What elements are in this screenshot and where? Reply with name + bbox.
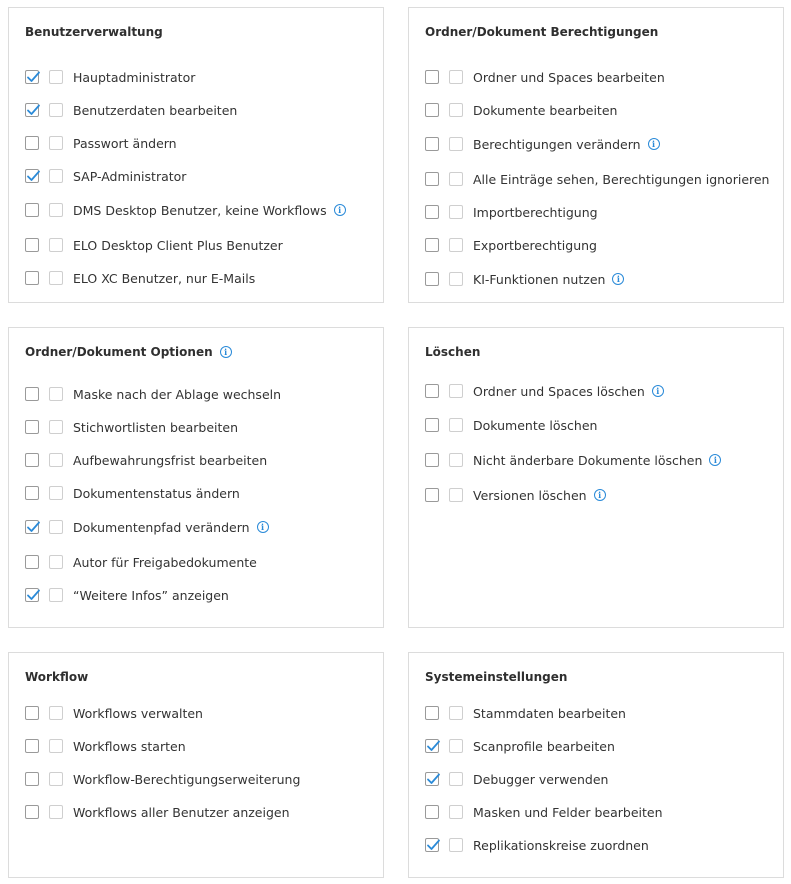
permission-checkbox[interactable]	[25, 70, 39, 84]
inherit-checkbox[interactable]	[449, 272, 463, 286]
permission-row-masken-und-felder-bearbeiten	[425, 803, 663, 821]
permission-label[interactable]: Scanprofile bearbeiten	[473, 738, 615, 754]
permission-checkbox[interactable]	[425, 384, 439, 398]
permission-label[interactable]: Workflows aller Benutzer anzeigen	[73, 804, 290, 820]
permission-label[interactable]: KI-Funktionen nutzen	[473, 271, 606, 287]
inherit-checkbox[interactable]	[49, 70, 63, 84]
permission-row-sap-administrator	[25, 167, 186, 185]
inherit-checkbox[interactable]	[49, 169, 63, 183]
permission-row-passwort-aendern	[25, 134, 177, 152]
permission-row-workflows-starten	[25, 737, 186, 755]
permission-label[interactable]: Ordner und Spaces löschen	[473, 383, 645, 399]
info-icon[interactable]: i	[220, 346, 232, 358]
permission-checkbox[interactable]	[25, 520, 39, 534]
panel-title	[25, 25, 163, 39]
permission-label[interactable]: ELO Desktop Client Plus Benutzer	[73, 237, 283, 253]
permission-row-scanprofile-bearbeiten	[425, 737, 615, 755]
permission-checkbox[interactable]	[425, 137, 439, 151]
permission-checkbox[interactable]	[25, 420, 39, 434]
permission-row-dokumente-loeschen	[425, 416, 597, 434]
permission-checkbox[interactable]	[425, 488, 439, 502]
permission-label[interactable]: Importberechtigung	[473, 204, 598, 220]
permission-row-replikationskreise-zuordnen	[425, 836, 649, 854]
permission-row-debugger-verwenden	[425, 770, 608, 788]
panel-title-text: Ordner/Dokument Berechtigungen	[425, 25, 659, 39]
inherit-checkbox[interactable]	[49, 103, 63, 117]
info-icon[interactable]: i	[709, 454, 721, 466]
inherit-checkbox[interactable]	[49, 706, 63, 720]
permission-row-nicht-aenderbare-dokumente-loeschen	[425, 451, 721, 469]
permission-label[interactable]: Dokumente bearbeiten	[473, 102, 618, 118]
inherit-checkbox[interactable]	[449, 172, 463, 186]
inherit-checkbox[interactable]	[49, 271, 63, 285]
permission-checkbox[interactable]	[25, 453, 39, 467]
panel-ordner-dokument-optionen	[8, 327, 384, 628]
panel-title	[25, 670, 88, 684]
permission-label[interactable]: Hauptadministrator	[73, 69, 196, 85]
permission-row-versionen-loeschen	[425, 486, 606, 504]
permission-label[interactable]: ELO XC Benutzer, nur E-Mails	[73, 270, 256, 286]
inherit-checkbox[interactable]	[449, 205, 463, 219]
permission-checkbox[interactable]	[25, 805, 39, 819]
permission-checkbox[interactable]	[425, 706, 439, 720]
inherit-checkbox[interactable]	[449, 418, 463, 432]
panel-title	[425, 670, 567, 684]
inherit-checkbox[interactable]	[449, 453, 463, 467]
panel-title-text: Workflow	[25, 670, 89, 684]
permission-row-exportberechtigung	[425, 236, 597, 254]
panel-title-text: Benutzerverwaltung	[25, 25, 163, 39]
permission-label[interactable]: Versionen löschen	[473, 487, 587, 503]
checkmark-icon	[25, 102, 41, 118]
permission-row-dokumente-bearbeiten	[425, 101, 617, 119]
permission-label[interactable]: Debugger verwenden	[473, 771, 609, 787]
panel-title-text: Systemeinstellungen	[425, 670, 568, 684]
info-icon[interactable]: i	[648, 138, 660, 150]
permission-label[interactable]: Nicht änderbare Dokumente löschen	[473, 452, 703, 468]
panel-title	[425, 25, 658, 39]
inherit-checkbox[interactable]	[449, 706, 463, 720]
inherit-checkbox[interactable]	[49, 136, 63, 150]
permission-row-workflows-verwalten	[25, 704, 203, 722]
permission-checkbox[interactable]	[425, 238, 439, 252]
permission-row-hauptadministrator	[25, 68, 195, 86]
inherit-checkbox[interactable]	[449, 772, 463, 786]
inherit-checkbox[interactable]	[49, 203, 63, 217]
permission-checkbox[interactable]	[25, 203, 39, 217]
inherit-checkbox[interactable]	[49, 238, 63, 252]
checkmark-icon	[25, 168, 41, 184]
permission-checkbox[interactable]	[425, 103, 439, 117]
permission-row-aufbewahrungsfrist-bearbeiten	[25, 451, 267, 469]
inherit-checkbox[interactable]	[449, 805, 463, 819]
panel-systemeinstellungen	[408, 652, 784, 878]
permission-label[interactable]: Autor für Freigabedokumente	[73, 554, 257, 570]
panel-title-text: Löschen	[425, 345, 481, 359]
permission-checkbox[interactable]	[25, 169, 39, 183]
permission-label[interactable]: “Weitere Infos” anzeigen	[73, 587, 229, 603]
inherit-checkbox[interactable]	[49, 453, 63, 467]
permission-checkbox[interactable]	[25, 103, 39, 117]
panel-ordner-dokument-berechtigungen	[408, 7, 784, 303]
permission-row-dokumentenstatus-aendern	[25, 484, 240, 502]
permission-label[interactable]: Benutzerdaten bearbeiten	[73, 102, 238, 118]
checkmark-icon	[25, 587, 41, 603]
permission-row-autor-fuer-freigabedokumente	[25, 553, 257, 571]
permission-checkbox[interactable]	[425, 272, 439, 286]
info-icon[interactable]: i	[652, 385, 664, 397]
permission-label[interactable]: Passwort ändern	[73, 135, 177, 151]
permission-checkbox[interactable]	[425, 838, 439, 852]
permission-label[interactable]: Dokumentenstatus ändern	[73, 485, 240, 501]
permission-row-ordner-und-spaces-loeschen	[425, 382, 664, 400]
permission-label[interactable]: Exportberechtigung	[473, 237, 597, 253]
inherit-checkbox[interactable]	[49, 486, 63, 500]
inherit-checkbox[interactable]	[49, 555, 63, 569]
permission-checkbox[interactable]	[25, 588, 39, 602]
permission-checkbox[interactable]	[425, 70, 439, 84]
permission-label[interactable]: Stammdaten bearbeiten	[473, 705, 626, 721]
permission-label[interactable]: Alle Einträge sehen, Berechtigungen ignorieren	[473, 171, 770, 187]
permission-checkbox[interactable]	[425, 418, 439, 432]
panel-loeschen	[408, 327, 784, 628]
permission-label[interactable]: Workflows verwalten	[73, 705, 203, 721]
permission-checkbox[interactable]	[425, 172, 439, 186]
inherit-checkbox[interactable]	[449, 137, 463, 151]
inherit-checkbox[interactable]	[49, 805, 63, 819]
permission-label[interactable]: Workflows starten	[73, 738, 186, 754]
checkmark-icon	[25, 69, 41, 85]
permission-row-stichwortlisten-bearbeiten	[25, 418, 238, 436]
permission-row-ordner-und-spaces-bearbeiten	[425, 68, 665, 86]
info-icon[interactable]: i	[334, 204, 346, 216]
panel-workflow	[8, 652, 384, 878]
permission-label[interactable]: DMS Desktop Benutzer, keine Workflows	[73, 202, 327, 218]
inherit-checkbox[interactable]	[49, 739, 63, 753]
inherit-checkbox[interactable]	[449, 238, 463, 252]
permission-label[interactable]: Workflow-Berechtigungserweiterung	[73, 771, 301, 787]
info-icon[interactable]: i	[594, 489, 606, 501]
inherit-checkbox[interactable]	[49, 420, 63, 434]
info-icon[interactable]: i	[257, 521, 269, 533]
permission-checkbox[interactable]	[25, 136, 39, 150]
permission-checkbox[interactable]	[25, 486, 39, 500]
permission-row-ki-funktionen-nutzen	[425, 270, 624, 288]
inherit-checkbox[interactable]	[49, 387, 63, 401]
permission-label[interactable]: SAP-Administrator	[73, 168, 187, 184]
inherit-checkbox[interactable]	[449, 103, 463, 117]
permission-checkbox[interactable]	[25, 271, 39, 285]
permission-row-elo-desktop-client-plus-benutzer	[25, 236, 283, 254]
permission-checkbox[interactable]	[425, 453, 439, 467]
permission-row-elo-xc-benutzer-nur-e-mails	[25, 269, 255, 287]
checkmark-icon	[425, 837, 441, 853]
permission-label[interactable]: Maske nach der Ablage wechseln	[73, 386, 282, 402]
panel-benutzerverwaltung	[8, 7, 384, 303]
permission-checkbox[interactable]	[425, 739, 439, 753]
permission-row-dokumentenpfad-veraendern	[25, 518, 269, 536]
permission-label[interactable]: Dokumentenpfad verändern	[73, 519, 250, 535]
permission-row-dms-desktop-benutzer-keine-workflows	[25, 201, 346, 219]
permission-label[interactable]: Aufbewahrungsfrist bearbeiten	[73, 452, 268, 468]
checkmark-icon	[425, 771, 441, 787]
permission-label[interactable]: Masken und Felder bearbeiten	[473, 804, 663, 820]
permission-row-alle-eintraege-sehen-berechtigungen-ignorieren	[425, 170, 769, 188]
permission-checkbox[interactable]	[425, 205, 439, 219]
permission-label[interactable]: Replikationskreise zuordnen	[473, 837, 649, 853]
permission-row-stammdaten-bearbeiten	[425, 704, 626, 722]
panel-title	[425, 345, 480, 359]
inherit-checkbox[interactable]	[449, 838, 463, 852]
permission-row-weitere-infos-anzeigen	[25, 586, 229, 604]
panel-title-text: Ordner/Dokument Optionen	[25, 345, 213, 359]
permission-checkbox[interactable]	[425, 772, 439, 786]
permission-checkbox[interactable]	[25, 387, 39, 401]
inherit-checkbox[interactable]	[49, 588, 63, 602]
permission-checkbox[interactable]	[25, 739, 39, 753]
permission-row-importberechtigung	[425, 203, 598, 221]
permission-label[interactable]: Berechtigungen verändern	[473, 136, 641, 152]
permission-row-berechtigungen-veraendern	[425, 135, 660, 153]
permission-label[interactable]: Stichwortlisten bearbeiten	[73, 419, 238, 435]
inherit-checkbox[interactable]	[49, 520, 63, 534]
permission-row-workflow-berechtigungserweiterung	[25, 770, 300, 788]
permission-checkbox[interactable]	[425, 805, 439, 819]
inherit-checkbox[interactable]	[449, 384, 463, 398]
info-icon[interactable]: i	[612, 273, 624, 285]
permission-checkbox[interactable]	[25, 555, 39, 569]
checkmark-icon	[25, 519, 41, 535]
permission-label[interactable]: Ordner und Spaces bearbeiten	[473, 69, 665, 85]
permission-checkbox[interactable]	[25, 706, 39, 720]
permission-label[interactable]: Dokumente löschen	[473, 417, 598, 433]
inherit-checkbox[interactable]	[449, 70, 463, 84]
permission-row-benutzerdaten-bearbeiten	[25, 101, 237, 119]
inherit-checkbox[interactable]	[449, 488, 463, 502]
permission-checkbox[interactable]	[25, 238, 39, 252]
permission-row-workflows-aller-benutzer-anzeigen	[25, 803, 290, 821]
panel-title	[25, 345, 232, 359]
inherit-checkbox[interactable]	[49, 772, 63, 786]
permission-checkbox[interactable]	[25, 772, 39, 786]
permission-row-maske-nach-der-ablage-wechseln	[25, 385, 281, 403]
checkmark-icon	[425, 738, 441, 754]
inherit-checkbox[interactable]	[449, 739, 463, 753]
